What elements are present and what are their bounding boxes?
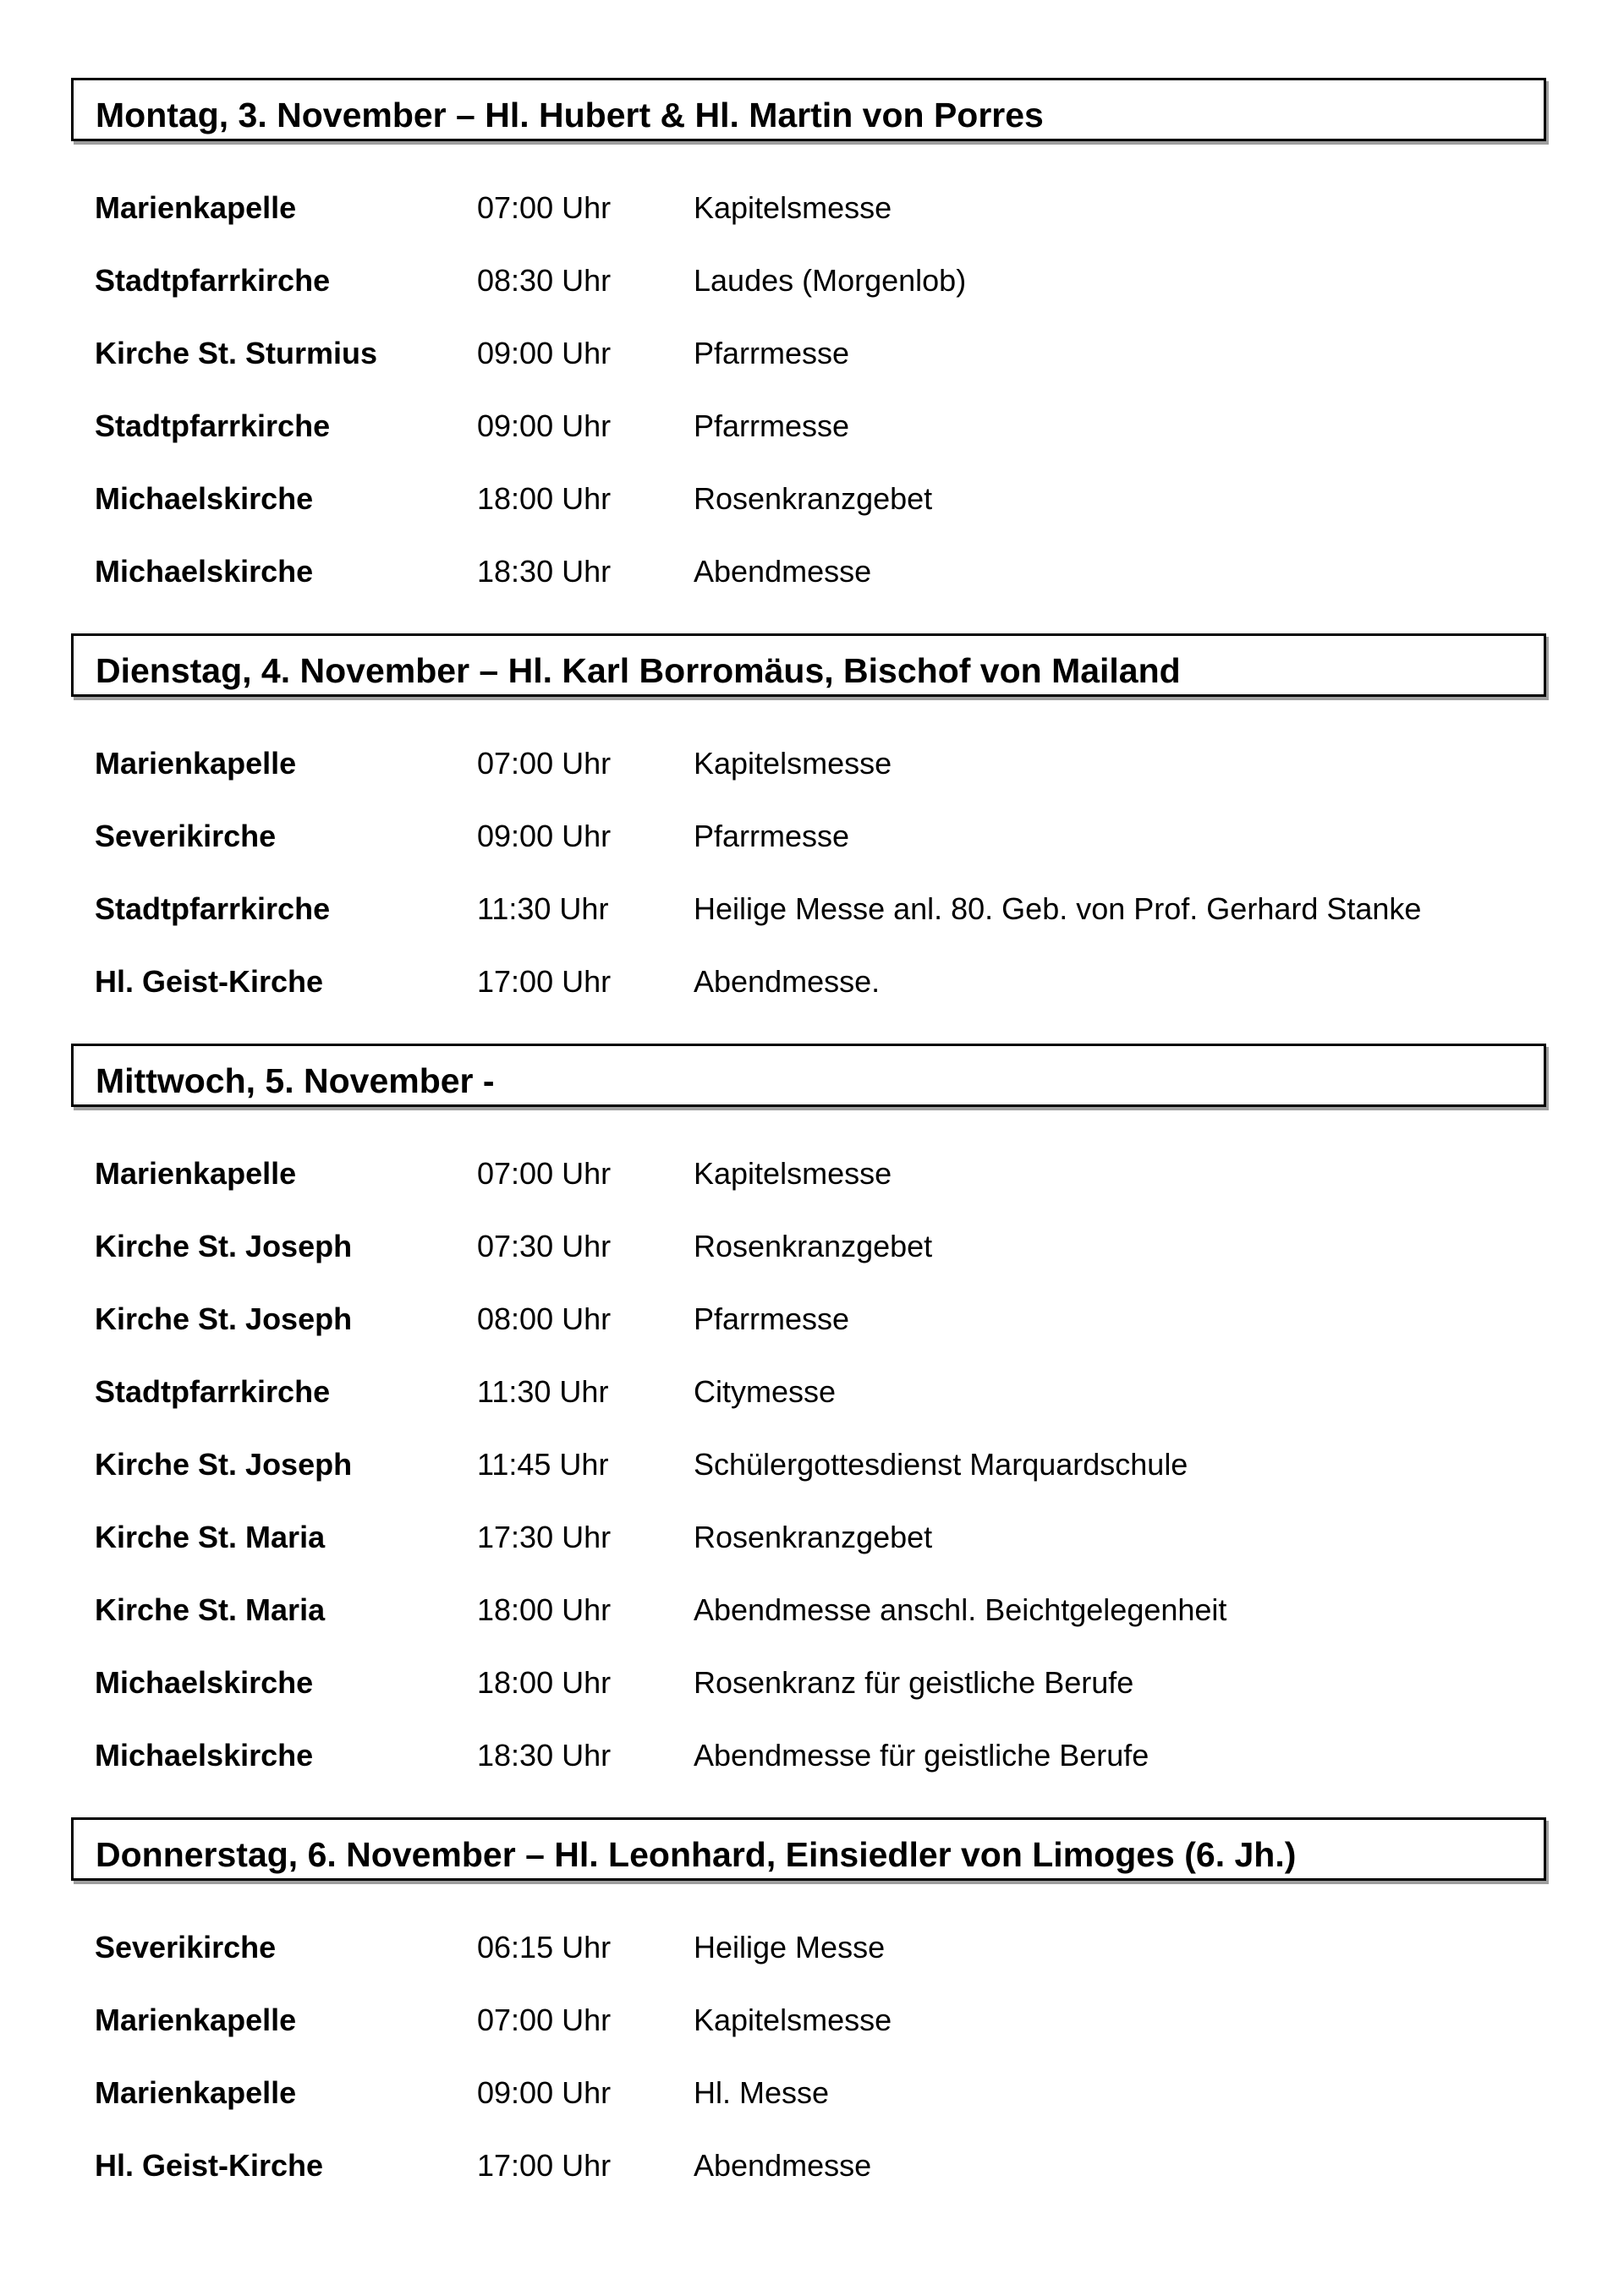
- location-cell: Stadtpfarrkirche: [95, 891, 331, 927]
- service-cell: Heilige Messe: [694, 1930, 886, 1965]
- location-cell: Marienkapelle: [95, 746, 297, 781]
- service-cell: Rosenkranzgebet: [694, 1229, 933, 1264]
- service-cell: Pfarrmesse: [694, 336, 850, 371]
- day-header-box: [71, 78, 1546, 141]
- service-row: [95, 1665, 1546, 1738]
- time-cell: 09:00 Uhr: [477, 336, 612, 371]
- service-cell: Abendmesse: [694, 554, 872, 589]
- service-cell: Kapitelsmesse: [694, 746, 892, 781]
- service-row: [95, 964, 1546, 1037]
- location-cell: Kirche St. Joseph: [95, 1301, 353, 1337]
- service-row: [95, 1374, 1546, 1447]
- day-header-box: [71, 633, 1546, 697]
- service-cell: Kapitelsmesse: [694, 2003, 892, 2038]
- service-cell: Kapitelsmesse: [694, 190, 892, 226]
- service-row: [95, 1447, 1546, 1520]
- time-cell: 07:30 Uhr: [477, 1229, 612, 1264]
- time-cell: 08:00 Uhr: [477, 1301, 612, 1337]
- location-cell: Michaelskirche: [95, 1738, 314, 1773]
- service-cell: Hl. Messe: [694, 2075, 830, 2111]
- service-row: [95, 190, 1546, 263]
- service-cell: Abendmesse: [694, 2148, 872, 2184]
- location-cell: Michaelskirche: [95, 1665, 314, 1701]
- service-cell: Pfarrmesse: [694, 819, 850, 854]
- service-row: [95, 891, 1546, 964]
- location-cell: Hl. Geist-Kirche: [95, 2148, 324, 2184]
- day-header-title: Montag, 3. November – Hl. Hubert & Hl. Martin von Porres: [96, 96, 1044, 134]
- location-cell: Kirche St. Joseph: [95, 1447, 353, 1482]
- service-row: [95, 1301, 1546, 1374]
- day-section: [71, 78, 1546, 627]
- service-row: [95, 1520, 1546, 1592]
- day-header-title: Dienstag, 4. November – Hl. Karl Borromäus, Bischof von Mailand: [96, 651, 1181, 691]
- service-row: [95, 2148, 1546, 2221]
- service-row: [95, 554, 1546, 627]
- service-cell: Abendmesse.: [694, 964, 881, 1000]
- time-cell: 17:30 Uhr: [477, 1520, 612, 1555]
- day-header-box: [71, 1044, 1546, 1107]
- location-cell: Kirche St. Maria: [95, 1520, 326, 1555]
- location-cell: Michaelskirche: [95, 481, 314, 517]
- location-cell: Kirche St. Maria: [95, 1592, 326, 1628]
- service-cell: Schülergottesdienst Marquardschule: [694, 1447, 1188, 1482]
- location-cell: Hl. Geist-Kirche: [95, 964, 324, 1000]
- location-cell: Stadtpfarrkirche: [95, 263, 331, 299]
- service-row: [95, 1229, 1546, 1301]
- time-cell: 09:00 Uhr: [477, 408, 612, 444]
- service-cell: Laudes (Morgenlob): [694, 263, 967, 299]
- location-cell: Marienkapelle: [95, 2075, 297, 2111]
- time-cell: 18:00 Uhr: [477, 1665, 612, 1701]
- time-cell: 06:15 Uhr: [477, 1930, 612, 1965]
- location-cell: Marienkapelle: [95, 190, 297, 226]
- time-cell: 08:30 Uhr: [477, 263, 612, 299]
- time-cell: 18:30 Uhr: [477, 554, 612, 589]
- time-cell: 09:00 Uhr: [477, 819, 612, 854]
- service-cell: Pfarrmesse: [694, 1301, 850, 1337]
- time-cell: 09:00 Uhr: [477, 2075, 612, 2111]
- day-header-title: Donnerstag, 6. November – Hl. Leonhard, Einsiedler von Limoges (6. Jh.): [96, 1835, 1297, 1875]
- location-cell: Marienkapelle: [95, 1156, 297, 1192]
- service-row: [95, 2003, 1546, 2075]
- time-cell: 17:00 Uhr: [477, 964, 612, 1000]
- location-cell: Marienkapelle: [95, 2003, 297, 2038]
- service-row: [95, 1738, 1546, 1811]
- service-row: [95, 2075, 1546, 2148]
- day-header-title: Mittwoch, 5. November -: [96, 1061, 495, 1101]
- service-cell: Citymesse: [694, 1374, 837, 1410]
- service-cell: Pfarrmesse: [694, 408, 850, 444]
- time-cell: 11:45 Uhr: [477, 1447, 609, 1482]
- service-row: [95, 746, 1546, 819]
- service-row: [95, 819, 1546, 891]
- service-row: [95, 481, 1546, 554]
- location-cell: Michaelskirche: [95, 554, 314, 589]
- service-rows: [95, 1930, 1546, 2221]
- service-row: [95, 1930, 1546, 2003]
- location-cell: Stadtpfarrkirche: [95, 408, 331, 444]
- day-section: [71, 633, 1546, 1037]
- service-rows: [95, 190, 1546, 627]
- time-cell: 07:00 Uhr: [477, 2003, 612, 2038]
- service-rows: [95, 746, 1546, 1037]
- service-row: [95, 263, 1546, 336]
- time-cell: 18:30 Uhr: [477, 1738, 612, 1773]
- location-cell: Kirche St. Joseph: [95, 1229, 353, 1264]
- service-cell: Kapitelsmesse: [694, 1156, 892, 1192]
- time-cell: 18:00 Uhr: [477, 481, 612, 517]
- time-cell: 17:00 Uhr: [477, 2148, 612, 2184]
- service-row: [95, 1592, 1546, 1665]
- service-rows: [95, 1156, 1546, 1811]
- service-cell: Rosenkranzgebet: [694, 481, 933, 517]
- location-cell: Kirche St. Sturmius: [95, 336, 378, 371]
- service-cell: Heilige Messe anl. 80. Geb. von Prof. Gerhard Stanke: [694, 891, 1422, 927]
- time-cell: 18:00 Uhr: [477, 1592, 612, 1628]
- day-header-box: [71, 1817, 1546, 1881]
- day-section: [71, 1044, 1546, 1811]
- day-section: [71, 1817, 1546, 2221]
- location-cell: Severikirche: [95, 819, 277, 854]
- service-row: [95, 336, 1546, 408]
- service-row: [95, 1156, 1546, 1229]
- service-cell: Abendmesse für geistliche Berufe: [694, 1738, 1149, 1773]
- location-cell: Stadtpfarrkirche: [95, 1374, 331, 1410]
- time-cell: 07:00 Uhr: [477, 190, 612, 226]
- time-cell: 11:30 Uhr: [477, 891, 609, 927]
- service-cell: Abendmesse anschl. Beichtgelegenheit: [694, 1592, 1227, 1628]
- service-cell: Rosenkranz für geistliche Berufe: [694, 1665, 1134, 1701]
- time-cell: 07:00 Uhr: [477, 746, 612, 781]
- time-cell: 11:30 Uhr: [477, 1374, 609, 1410]
- service-row: [95, 408, 1546, 481]
- time-cell: 07:00 Uhr: [477, 1156, 612, 1192]
- service-cell: Rosenkranzgebet: [694, 1520, 933, 1555]
- location-cell: Severikirche: [95, 1930, 277, 1965]
